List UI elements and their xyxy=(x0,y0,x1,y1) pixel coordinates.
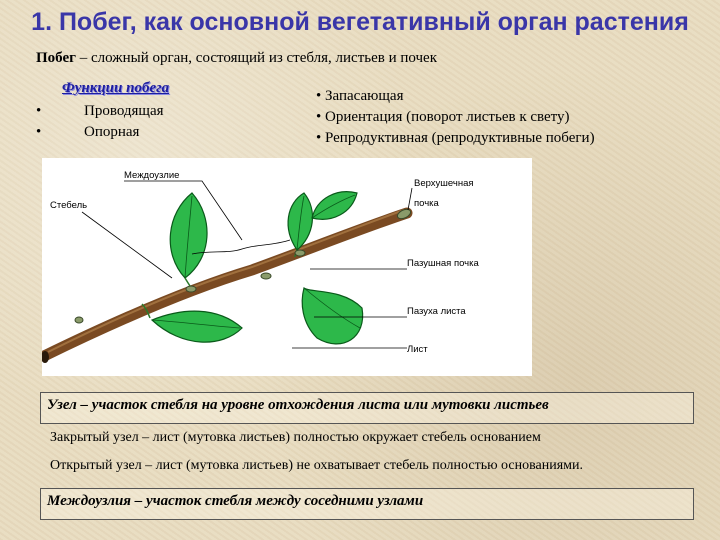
label-apical-bud-line2: почка xyxy=(414,198,439,209)
leader-apical-bud xyxy=(408,188,412,210)
shoot-diagram xyxy=(42,158,532,376)
function-item-storage: • Запасающая xyxy=(316,88,404,104)
shoot-definition xyxy=(36,50,437,67)
axillary-bud xyxy=(186,286,196,292)
open-node-text: Открытый узел – лист (мутовка листьев) не охватывает стебель полностью основаниями. xyxy=(50,458,584,473)
function-item-conducting xyxy=(36,103,164,120)
function-item-supporting xyxy=(36,124,139,141)
closed-node-text: Закрытый узел – лист (мутовка листьев) полностью окружает стебель основанием xyxy=(50,430,541,445)
function-item-orientation: • Ориентация (поворот листьев к свету) xyxy=(316,109,570,125)
bullet-icon: • xyxy=(36,103,42,119)
leaf-upper-right xyxy=(312,192,357,220)
label-stem: Стебель xyxy=(50,200,88,211)
bullet-icon: • xyxy=(36,124,42,140)
label-leaf: Лист xyxy=(407,344,428,355)
axillary-bud xyxy=(261,273,271,279)
shoot-term: Побег xyxy=(36,50,76,66)
leaf-upper-mid xyxy=(288,193,312,250)
label-internode: Междоузлие xyxy=(124,170,180,181)
functions-heading: Функции побега xyxy=(62,80,170,96)
shoot-definition-text: – сложный орган, состоящий из стебля, листьев и почек xyxy=(75,50,438,66)
node-definition-box: Узел – участок стебля на уровне отхождения листа или мутовки листьев xyxy=(40,392,694,424)
page-title: 1. Побег, как основной вегетативный орган растения xyxy=(31,8,689,36)
leaf-upper-left xyxy=(170,193,207,278)
function-label: Опорная xyxy=(84,124,140,140)
label-leaf-axil: Пазуха листа xyxy=(407,306,466,317)
leaf-lower-left xyxy=(152,311,242,342)
leaf-lower-right xyxy=(302,288,362,344)
function-item-reproductive: • Репродуктивная (репродуктивные побеги) xyxy=(316,130,595,146)
function-label: Проводящая xyxy=(84,103,164,119)
internode-definition-box: Междоузлия – участок стебля между соседними узлами xyxy=(40,488,694,520)
axillary-bud xyxy=(75,317,83,323)
leader-stem xyxy=(82,212,172,278)
label-apical-bud-line1: Верхушечная xyxy=(414,178,474,189)
label-axillary-bud: Пазушная почка xyxy=(407,258,479,269)
axillary-bud xyxy=(295,250,305,256)
